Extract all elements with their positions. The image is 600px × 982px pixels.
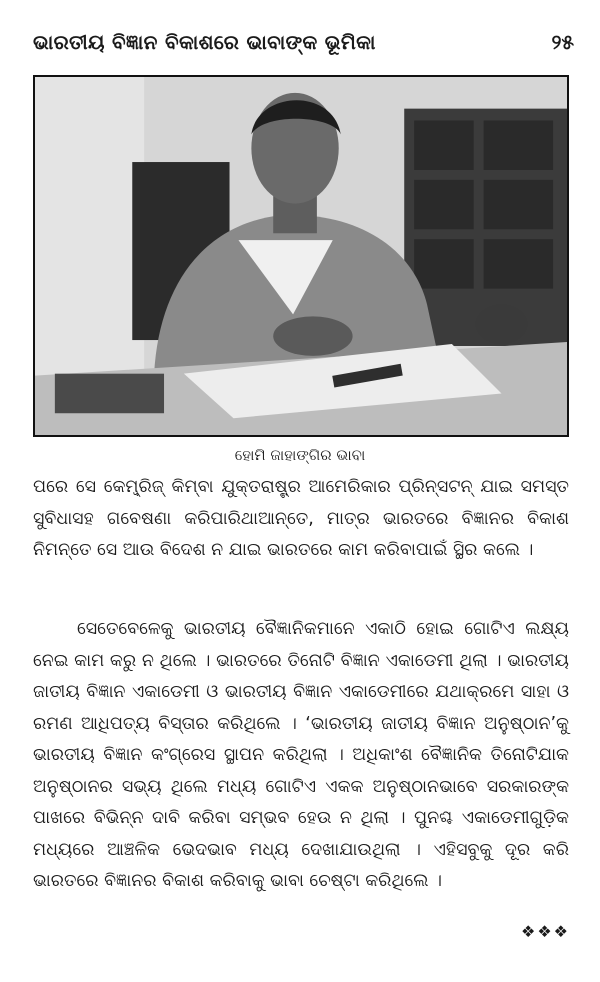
portrait-photo-illustration [35, 77, 567, 435]
section-end-ornament: ❖❖❖ [520, 922, 570, 941]
paragraph-2: ସେତେବେଳେକୁ ଭାରତୀୟ ବୈଜ୍ଞାନିକମାନେ ଏକାଠି ହୋଇ ଗୋଟିଏ ଲକ୍ଷ୍ୟ ନେଇ କାମ କରୁ ନ ଥିଲେ । ଭାରତରେ ତିନୋଟି ବିଜ୍ଞାନ ଏକାଡେମୀ ଥିଲା । ଭାରତୀୟ ଜାତୀୟ ବିଜ୍ଞାନ ଏକାଡେମୀ ଓ ଭାରତୀୟ ବିଜ୍ଞାନ ଏକାଡେମୀରେ ଯଥାକ୍ରମେ ସାହା ଓ ରମଣ ଆଧିପତ୍ୟ ବିସ୍ତାର କରିଥିଲେ । ‘ଭାରତୀୟ ଜାତୀୟ ବିଜ୍ଞାନ ଅନୁଷ୍ଠାନ’କୁ ଭାରତୀୟ ବିଜ୍ଞାନ କଂଗ୍ରେସ ସ୍ଥାପନ କରିଥିଲା । ଅଧିକାଂଶ ବୈଜ୍ଞାନିକ ତିନୋଟିଯାକ ଅନୁଷ୍ଠାନର ସଭ୍ୟ ଥିଲେ ମଧ୍ୟ ଗୋଟିଏ ଏକକ ଅନୁଷ୍ଠାନଭାବେ ସରକାରଙ୍କ ପାଖରେ ବିଭିନ୍ନ ଦାବି କରିବା ସମ୍ଭବ ହେଉ ନ ଥିଲା । ପୁନଶ୍ଚ ଏକାଡେମୀଗୁଡ଼ିକ ମଧ୍ୟରେ ଆଞ୍ଚଳିକ ଭେଦଭାବ ମଧ୍ୟ ଦେଖାଯାଉଥିଲା । ଏହିସବୁକୁ ଦୂର କରି ଭାରତରେ ବିଜ୍ଞାନର ବିକାଶ କରିବାକୁ ଭାବା ଚେଷ୍ଟା କରିଥିଲେ । [33, 619, 569, 891]
running-header-title: ଭାରତୀୟ ବିଜ୍ଞାନ ବିକାଶରେ ଭାବାଙ୍କ ଭୂମିକା [33, 30, 376, 54]
paragraph-1: ପରେ ସେ କେମ୍ବ୍ରିଜ୍ କିମ୍ବା ଯୁକ୍ତରାଷ୍ଟ୍ର ଆମେରିକାର ପ୍ରିନ୍ସଟନ୍ ଯାଇ ସମସ୍ତ ସୁବିଧାସହ ଗବେଷଣା କରିପାରିଥାଆନ୍ତେ, ମାତ୍ର ଭାରତରେ ବିଜ୍ଞାନର ବିକାଶ ନିମନ୍ତେ ସେ ଆଉ ବିଦେଶ ନ ଯାଇ ଭାରତରେ କାମ କରିବାପାଇଁ ସ୍ଥିର କଲେ । [33, 477, 569, 560]
figure-caption: ହୋମି ଜାହାଙ୍ଗିର ଭାବା [234, 446, 366, 464]
page-number: ୨୫ [551, 30, 574, 54]
portrait-photo [33, 75, 569, 437]
